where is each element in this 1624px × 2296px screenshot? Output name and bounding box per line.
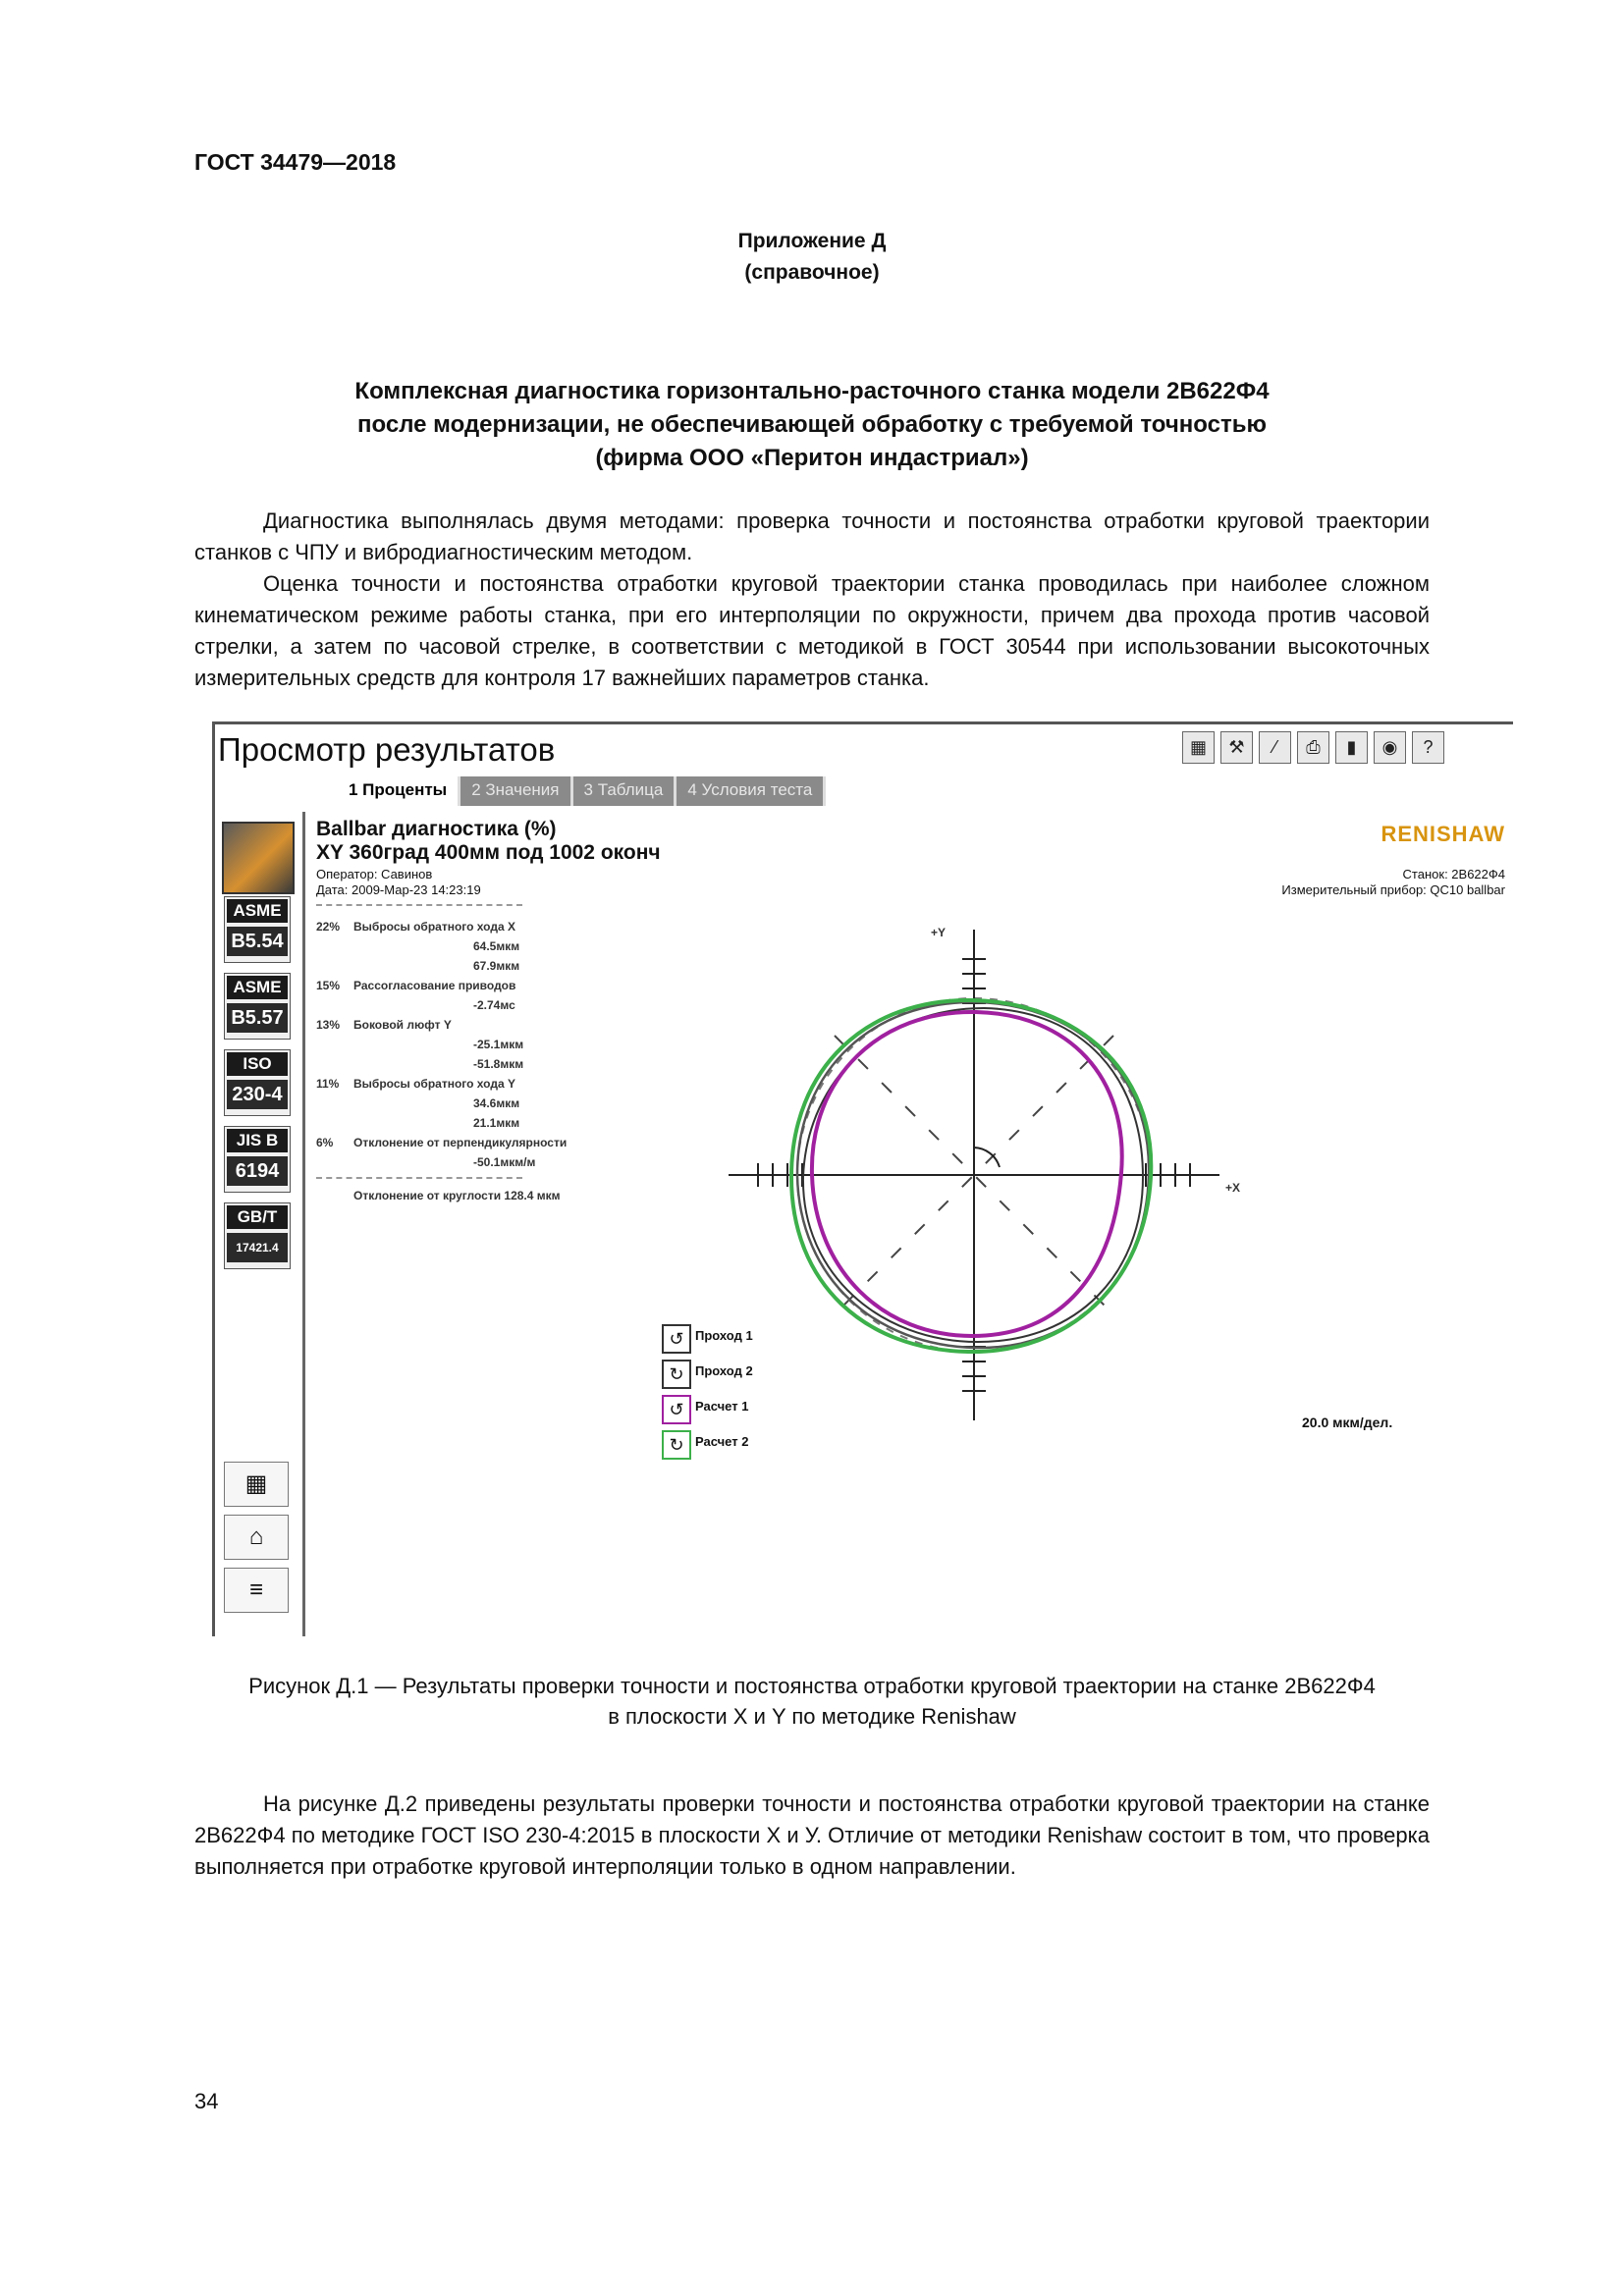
result-name: Выбросы обратного хода X bbox=[353, 920, 515, 934]
tab-test-conditions[interactable]: 4 Условия теста bbox=[677, 776, 826, 806]
software-screenshot bbox=[212, 721, 1513, 1636]
caption-line: Рисунок Д.1 — Результаты проверки точности и постоянства отработки круговой траектории на станке 2В622Ф4 bbox=[248, 1674, 1376, 1698]
y-axis-label: +Y bbox=[931, 926, 947, 939]
renishaw-logo: RENISHAW bbox=[1380, 822, 1505, 846]
appendix-type: (справочное) bbox=[744, 261, 880, 284]
printer-icon[interactable]: ⎙ bbox=[1297, 731, 1329, 764]
title-line: (фирма ООО «Перитон индастриал») bbox=[595, 445, 1029, 471]
standard-button-gbt-174214[interactable]: GB/T 17421.4 bbox=[224, 1202, 291, 1269]
chart-edit-icon[interactable]: ⁄ bbox=[1259, 731, 1291, 764]
result-name: Отклонение от перпендикулярности bbox=[353, 1136, 568, 1149]
standard-button-iso-2304[interactable]: ISO 230-4 bbox=[224, 1049, 291, 1116]
map-icon[interactable]: ▦ bbox=[224, 1462, 289, 1507]
result-name: Выбросы обратного хода Y bbox=[353, 1077, 515, 1091]
angle-arc bbox=[974, 1148, 1000, 1167]
tab-bar bbox=[338, 776, 826, 806]
result-value: -25.1мкм bbox=[473, 1038, 524, 1051]
wrench-icon[interactable]: ⚒ bbox=[1220, 731, 1253, 764]
report-subtitle: XY 360град 400мм под 1002 оконч bbox=[316, 841, 661, 864]
caption-line: в плоскости X и Y по методике Renishaw bbox=[608, 1704, 1016, 1729]
report-date: Дата: 2009-Мар-23 14:23:19 bbox=[316, 882, 481, 897]
result-value: -51.8мкм bbox=[473, 1057, 524, 1071]
help-icon[interactable]: ? bbox=[1412, 731, 1444, 764]
paragraph: На рисунке Д.2 приведены результаты проверки точности и постоянства отработки круговой траектории на станке 2В622Ф4 по методике ГОСТ ISO 230-4:2015 в плоскости X и У. Отличие от методики Renishaw состоит в том, что проверка выполняется при отработке круговой интерполяции только в одном направлении. bbox=[194, 1791, 1430, 1879]
result-value: -50.1мкм/м bbox=[473, 1155, 536, 1169]
machine-photo[interactable] bbox=[222, 822, 295, 894]
result-value: 67.9мкм bbox=[473, 959, 520, 973]
closing-text bbox=[194, 1789, 1430, 1883]
legend-item-pass-2[interactable]: ↻ Проход 2 bbox=[662, 1358, 868, 1387]
result-pct: 13% bbox=[316, 1018, 341, 1032]
legend-item-calc-1[interactable]: ↺ Расчет 1 bbox=[662, 1393, 868, 1422]
tab-values[interactable]: 2 Значения bbox=[460, 776, 572, 806]
plot-scale: 20.0 мкм/дел. bbox=[1302, 1415, 1393, 1430]
result-pct: 15% bbox=[316, 979, 341, 992]
report-machine: Станок: 2В622Ф4 bbox=[1402, 867, 1505, 881]
standard-button-asme-b557[interactable]: ASME B5.57 bbox=[224, 973, 291, 1040]
result-name: Рассогласование приводов bbox=[353, 979, 516, 992]
report-operator: Оператор: Савинов bbox=[316, 867, 433, 881]
paragraph: Оценка точности и постоянства отработки круговой траектории станка проводилась при наиболее сложном кинематическом режиме работы станка, при его интерполяции по окружности, причем два прохода против часовой стрелки, а затем по часовой стрелке, в соответствии с методикой в ГОСТ 30544 при использовании высокоточных измерительных средств для контроля 17 важнейших параметров станка. bbox=[194, 571, 1430, 690]
standard-button-jis-b6194[interactable]: JIS B 6194 bbox=[224, 1126, 291, 1193]
document-header: ГОСТ 34479—2018 bbox=[194, 149, 397, 175]
result-value: -2.74мс bbox=[473, 998, 515, 1012]
standard-button-asme-b554[interactable]: ASME B5.54 bbox=[224, 896, 291, 963]
ccw-arrow-icon: ↺ bbox=[662, 1324, 691, 1354]
ccw-arrow-icon: ↺ bbox=[662, 1395, 691, 1424]
result-pct: 6% bbox=[316, 1136, 334, 1149]
roundness-deviation: Отклонение от круглости 128.4 мкм bbox=[353, 1189, 561, 1202]
page-number: 34 bbox=[194, 2089, 219, 2113]
cw-arrow-icon: ↻ bbox=[662, 1430, 691, 1460]
clipboard-icon[interactable]: ▮ bbox=[1335, 731, 1368, 764]
ballbar-polar-plot bbox=[719, 920, 1229, 1430]
intro-text bbox=[194, 506, 1430, 694]
result-pct: 11% bbox=[316, 1077, 340, 1091]
appendix-label: Приложение Д bbox=[737, 230, 887, 252]
window-title: Просмотр результатов bbox=[218, 731, 556, 768]
grid-icon[interactable]: ▦ bbox=[1182, 731, 1215, 764]
sidebar bbox=[216, 812, 305, 1636]
legend-item-calc-2[interactable]: ↻ Расчет 2 bbox=[662, 1428, 868, 1458]
appendix-heading bbox=[0, 226, 1624, 289]
report-device: Измерительный прибор: QC10 ballbar bbox=[1281, 882, 1505, 897]
home-icon[interactable]: ⌂ bbox=[224, 1515, 289, 1560]
tab-table[interactable]: 3 Таблица bbox=[573, 776, 677, 806]
result-value: 64.5мкм bbox=[473, 939, 520, 953]
x-axis-label: +X bbox=[1225, 1181, 1241, 1195]
result-value: 34.6мкм bbox=[473, 1096, 520, 1110]
result-pct: 22% bbox=[316, 920, 341, 934]
cw-arrow-icon: ↻ bbox=[662, 1360, 691, 1389]
tab-percents[interactable]: 1 Проценты bbox=[338, 776, 460, 806]
menu-icon[interactable]: ≡ bbox=[224, 1568, 289, 1613]
figure-caption bbox=[0, 1671, 1624, 1732]
paragraph: Диагностика выполнялась двумя методами: проверка точности и постоянства отработки круговой траектории станков с ЧПУ и вибродиагностическим методом. bbox=[194, 508, 1430, 564]
title-line: Комплексная диагностика горизонтально-расточного станка модели 2В622Ф4 bbox=[354, 378, 1270, 404]
result-name: Боковой люфт Y bbox=[353, 1018, 452, 1032]
report-title: Ballbar диагностика (%) bbox=[316, 818, 557, 840]
result-value: 21.1мкм bbox=[473, 1116, 520, 1130]
toolbar bbox=[1182, 731, 1444, 764]
title-line: после модернизации, не обеспечивающей обработку с требуемой точностью bbox=[357, 411, 1267, 438]
section-title bbox=[0, 375, 1624, 475]
report-panel bbox=[306, 812, 1513, 1636]
globe-icon[interactable]: ◉ bbox=[1374, 731, 1406, 764]
legend-item-pass-1[interactable]: ↺ Проход 1 bbox=[662, 1322, 868, 1352]
